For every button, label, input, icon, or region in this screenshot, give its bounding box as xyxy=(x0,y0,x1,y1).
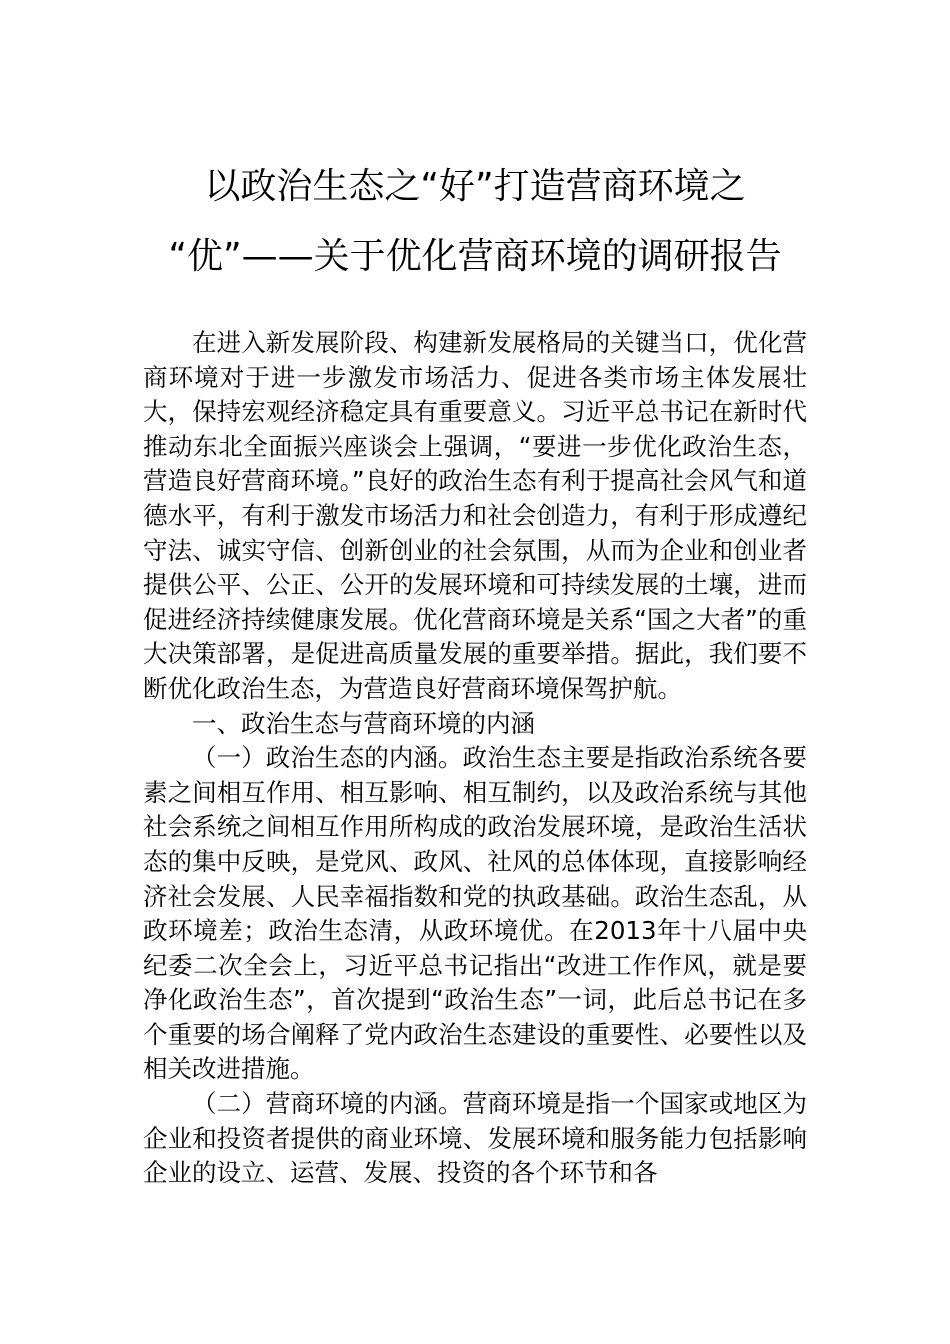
document-body xyxy=(143,326,807,1191)
subsection-paragraph-1: （一）政治生态的内涵。政治生态主要是指政治系统各要素之间相互作用、相互影响、相互制约，以及政治系统与其他社会系统之间相互作用所构成的政治发展环境，是政治生活状态的集中反映，是党风、政风、社风的总体体现，直接影响经济社会发展、人民幸福指数和党的执政基础。政治生态乱，从政环境差；政治生态清，从政环境优。在2013年十八届中央纪委二次全会上，习近平总书记指出“改进工作作风，就是要净化政治生态”，首次提到“政治生态”一词，此后总书记在多个重要的场合阐释了党内政治生态建设的重要性、必要性以及相关改进措施。 xyxy=(143,743,807,1084)
subsection-paragraph-2: （二）营商环境的内涵。营商环境是指一个国家或地区为企业和投资者提供的商业环境、发展环境和服务能力包括影响企业的设立、运营、发展、投资的各个环节和各 xyxy=(143,1089,807,1188)
section-heading-1: 一、政治生态与营商环境的内涵 xyxy=(192,708,535,738)
intro-paragraph: 在进入新发展阶段、构建新发展格局的关键当口，优化营商环境对于进一步激发市场活力、促进各类市场主体发展壮大，保持宏观经济稳定具有重要意义。习近平总书记在新时代推动东北全面振兴座谈会上强调，“要进一步优化政治生态，营造良好营商环境。”良好的政治生态有利于提高社会风气和道德水平，有利于激发市场活力和社会创造力，有利于形成遵纪守法、诚实守信、创新创业的社会氛围，从而为企业和创业者提供公平、公正、公开的发展环境和可持续发展的土壤，进而促进经济持续健康发展。优化营商环境是关系“国之大者”的重大决策部署，是促进高质量发展的重要举措。据此，我们要不断优化政治生态，为营造良好营商环境保驾护航。 xyxy=(143,328,807,703)
document-title-line-2: “优”——关于优化营商环境的调研报告 xyxy=(168,236,782,277)
document-title-line-1: 以政治生态之“好”打造营商环境之 xyxy=(204,166,746,207)
